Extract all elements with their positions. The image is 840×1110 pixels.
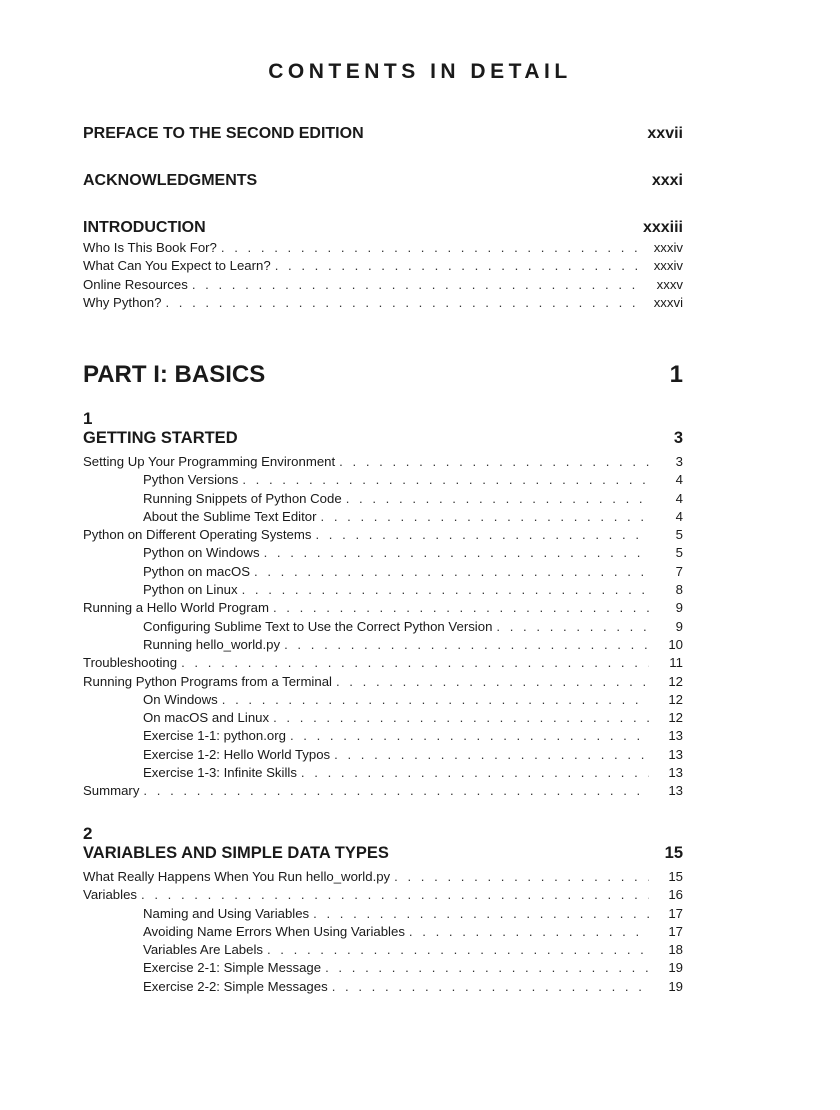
entry-label: What Really Happens When You Run hello_world.py (83, 869, 391, 884)
chapter-heading[interactable] (83, 429, 683, 453)
chapter-2 (83, 824, 683, 996)
entry-page: 13 (668, 746, 683, 762)
heading-label: INTRODUCTION (83, 219, 206, 236)
toc-entry[interactable] (83, 599, 683, 617)
toc-entry[interactable] (83, 636, 683, 654)
entry-page: 5 (675, 545, 683, 561)
front-matter-introduction (83, 219, 683, 312)
front-matter-preface (83, 125, 683, 145)
entry-label: Python on Different Operating Systems (83, 527, 312, 543)
toc-entry[interactable] (83, 471, 683, 489)
entry-list (83, 868, 683, 996)
entry-page: 16 (668, 887, 683, 903)
entry-page: 12 (668, 710, 683, 726)
dot-leader (143, 782, 649, 800)
entry-label: Running a Hello World Program (83, 600, 269, 616)
dot-leader (181, 654, 649, 672)
part-heading (83, 361, 683, 389)
dot-leader (221, 239, 640, 257)
toc-heading[interactable] (83, 219, 683, 239)
entry-page: 13 (668, 783, 683, 799)
dot-leader (273, 709, 649, 727)
toc-entry[interactable] (83, 886, 683, 904)
entry-page: 10 (668, 636, 683, 652)
entry-page: 12 (668, 691, 683, 707)
heading-label: PREFACE TO THE SECOND EDITION (83, 125, 364, 142)
entry-label: Configuring Sublime Text to Use the Correct Python Version (143, 618, 493, 634)
entry-page: 9 (675, 600, 683, 616)
entry-label: Setting Up Your Programming Environment (83, 454, 336, 469)
chapter-1 (83, 409, 683, 801)
entry-label: Python Versions (143, 472, 239, 488)
entry-page: 4 (675, 490, 683, 506)
entry-label: Summary (83, 783, 140, 799)
dot-leader (346, 490, 649, 508)
chapter-page: 3 (673, 429, 683, 447)
chapter-heading[interactable] (83, 844, 683, 868)
entry-page: 15 (668, 869, 683, 884)
dot-leader (332, 978, 649, 996)
dot-leader (273, 599, 649, 617)
toc-entry[interactable] (83, 673, 683, 691)
entry-page: 9 (675, 618, 683, 634)
dot-leader (192, 276, 643, 294)
entry-label: What Can You Expect to Learn? (83, 258, 271, 274)
entry-label: Why Python? (83, 294, 162, 310)
dot-leader (275, 257, 640, 275)
dot-leader (325, 959, 649, 977)
toc-entry[interactable] (83, 294, 683, 312)
entry-label: Variables Are Labels (143, 942, 263, 958)
toc-heading[interactable] (83, 172, 683, 192)
toc-entry[interactable] (83, 453, 683, 471)
entry-page: 7 (675, 563, 683, 579)
entry-label: Exercise 1-3: Infinite Skills (143, 765, 297, 781)
entry-page: 19 (668, 978, 683, 994)
part-label: PART I: BASICS (83, 361, 266, 388)
toc-entry[interactable] (83, 709, 683, 727)
part-title-row[interactable] (83, 361, 683, 389)
toc-entry[interactable] (83, 691, 683, 709)
entry-page: 17 (668, 923, 683, 939)
entry-label: Exercise 1-1: python.org (143, 728, 286, 744)
entry-page: 13 (668, 728, 683, 744)
entry-page: xxxiv (653, 258, 683, 274)
entry-label: Exercise 2-1: Simple Message (143, 960, 322, 976)
toc-entry[interactable] (83, 276, 683, 294)
toc-entry[interactable] (83, 727, 683, 745)
page-title: CONTENTS IN DETAIL (268, 60, 572, 83)
toc-entry[interactable] (83, 941, 683, 959)
toc-entry[interactable] (83, 978, 683, 996)
dot-leader (334, 746, 649, 764)
entry-label: Naming and Using Variables (143, 905, 310, 921)
entry-label: Online Resources (83, 276, 188, 292)
toc-entry[interactable] (83, 239, 683, 257)
dot-leader (315, 526, 649, 544)
toc-heading[interactable] (83, 125, 683, 145)
toc-entry[interactable] (83, 581, 683, 599)
entry-list (83, 239, 683, 312)
toc-entry[interactable] (83, 490, 683, 508)
toc-entry[interactable] (83, 764, 683, 782)
entry-page: xxxv (656, 276, 683, 292)
entry-label: Running Snippets of Python Code (143, 490, 342, 506)
entry-page: xxxvi (653, 294, 683, 310)
toc-entry[interactable] (83, 782, 683, 800)
dot-leader (284, 636, 649, 654)
dot-leader (165, 294, 639, 312)
toc-entry[interactable] (83, 618, 683, 636)
dot-leader (409, 923, 649, 941)
toc-entry[interactable] (83, 905, 683, 923)
heading-label: ACKNOWLEDGMENTS (83, 172, 258, 189)
entry-label: Python on Windows (143, 545, 260, 561)
front-matter-acknowledgments (83, 172, 683, 192)
entry-list (83, 453, 683, 801)
entry-page: 13 (668, 765, 683, 781)
dot-leader (242, 581, 649, 599)
entry-label: Running hello_world.py (143, 636, 281, 652)
toc-entry[interactable] (83, 868, 683, 886)
dot-leader (267, 941, 649, 959)
entry-page: 18 (668, 942, 683, 958)
heading-page: xxxiii (642, 219, 683, 236)
entry-label: Running Python Programs from a Terminal (83, 673, 332, 689)
entry-page: 5 (675, 527, 683, 543)
dot-leader (254, 563, 649, 581)
chapter-title: GETTING STARTED (83, 429, 238, 447)
chapter-title: VARIABLES AND SIMPLE DATA TYPES (83, 844, 389, 862)
toc-entry[interactable] (83, 544, 683, 562)
entry-label: About the Sublime Text Editor (143, 508, 317, 524)
dot-leader (321, 508, 650, 526)
toc-entry[interactable] (83, 563, 683, 581)
dot-leader (496, 618, 649, 636)
dot-leader (313, 905, 649, 923)
toc-entry[interactable] (83, 654, 683, 672)
dot-leader (394, 868, 649, 886)
entry-label: Exercise 1-2: Hello World Typos (143, 746, 331, 762)
entry-page: 4 (675, 508, 683, 524)
part-page: 1 (669, 361, 683, 388)
heading-page: xxvii (647, 125, 683, 142)
entry-page: 17 (668, 905, 683, 921)
toc-entry[interactable] (83, 746, 683, 764)
dot-leader (301, 764, 649, 782)
entry-page: 3 (675, 454, 683, 469)
dot-leader (336, 673, 649, 691)
heading-page: xxxi (651, 172, 683, 189)
entry-label: Who Is This Book For? (83, 240, 217, 255)
chapter-number: 1 (83, 409, 93, 428)
entry-label: Avoiding Name Errors When Using Variables (143, 923, 405, 939)
dot-leader (339, 453, 649, 471)
entry-page: 11 (669, 655, 683, 671)
entry-label: On Windows (143, 691, 218, 707)
entry-page: 19 (668, 960, 683, 976)
dot-leader (222, 691, 649, 709)
entry-label: On macOS and Linux (143, 710, 270, 726)
chapter-page: 15 (664, 844, 683, 862)
toc-entry[interactable] (83, 526, 683, 544)
toc-entry[interactable] (83, 508, 683, 526)
entry-page: 4 (675, 472, 683, 488)
dot-leader (290, 727, 649, 745)
entry-page: xxxiv (653, 240, 683, 255)
toc-entry[interactable] (83, 923, 683, 941)
chapter-number: 2 (83, 824, 93, 843)
entry-label: Python on macOS (143, 563, 251, 579)
entry-label: Troubleshooting (83, 655, 178, 671)
dot-leader (141, 886, 649, 904)
toc-entry[interactable] (83, 257, 683, 275)
dot-leader (242, 471, 649, 489)
entry-label: Exercise 2-2: Simple Messages (143, 978, 328, 994)
entry-page: 8 (675, 582, 683, 598)
entry-page: 12 (668, 673, 683, 689)
entry-label: Python on Linux (143, 582, 238, 598)
dot-leader (264, 544, 649, 562)
entry-label: Variables (83, 887, 137, 903)
toc-entry[interactable] (83, 959, 683, 977)
